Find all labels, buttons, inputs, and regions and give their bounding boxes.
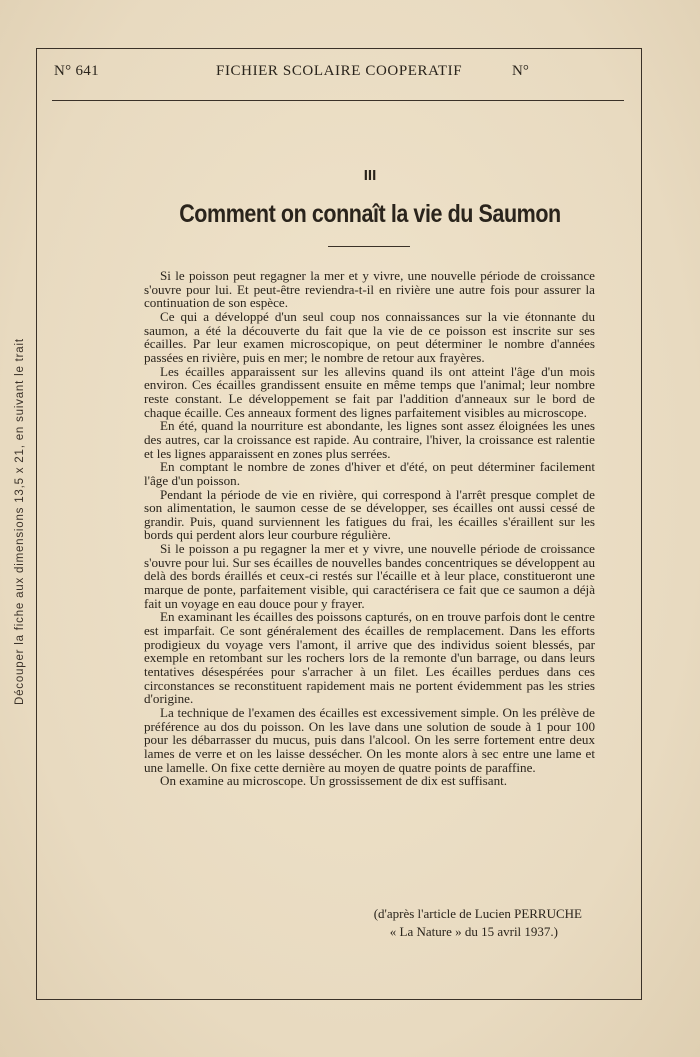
- paragraph: Si le poisson a pu regagner la mer et y vivre, une nouvelle période de croissance s'ouvre pour lui. Sur ses écailles de nouvelles bandes concentriques se développent au delà des bords éraillés et ceux-ci restés sur l'écaille et à leur place, constitueront une marque de ponte, parfaitement visible, qui caractérisera ce fait que ce saumon a déjà fait un voyage en eau douce pour y frayer.: [144, 541, 595, 611]
- paragraph: La technique de l'examen des écailles est excessivement simple. On les prélève de préférence au dos du poisson. On les lave dans une solution de soude à 1 pour 100 pour les débarrasser du mucus, puis dans l'alcool. On les serre fortement entre deux lames de verre et on les laisse dessécher. On les monte alors à sec entre une lame et une lamelle. On fixe cette dernière au moyen de quatre points de paraffine.: [144, 705, 595, 775]
- citation-source: « La Nature » du 15 avril 1937.): [389, 924, 558, 939]
- paragraph: En été, quand la nourriture est abondante, les lignes sont assez éloignées les unes des autres, car la croissance est rapide. Au contraire, l'hiver, la croissance est ralentie et les lignes apparaissent en zones plus serrées.: [144, 418, 595, 461]
- paragraph: Si le poisson peut regagner la mer et y vivre, une nouvelle période de croissance s'ouvre pour lui. Et peut-être reviendra-t-il en rivière une autre fois pour assurer la continuation de son espèce.: [144, 268, 595, 311]
- article-body: [144, 269, 595, 788]
- citation: [312, 905, 582, 941]
- card-number: N° 641: [54, 63, 99, 79]
- page-title: Comment on connaît la vie du Saumon: [179, 200, 561, 228]
- paragraph: En comptant le nombre de zones d'hiver et d'été, on peut déterminer facilement l'âge d'un poisson.: [144, 459, 595, 488]
- cut-instruction: Découper la fiche aux dimensions 13,5 x 21, en suivant le trait: [14, 338, 26, 705]
- header-no-label: N°: [512, 63, 529, 79]
- section-number: III: [363, 167, 377, 184]
- paragraph: En examinant les écailles des poissons capturés, on en trouve parfois dont le centre est imparfait. Ce sont généralement des écailles de remplacement. Dans les efforts prodigieux du voyage vers l'amont, il arrive que des individus soient blessés, par exemple en retombant sur les rochers lors de la remonte d'un barrage, ou dans leurs tentatives désespérées pour s'arracher à un filet. Les écailles perdues dans ces circonstances se reconstituent rapidement mais ne portent évidemment pas les stries d'origine.: [144, 609, 595, 707]
- header-title: FICHIER SCOLAIRE COOPERATIF: [216, 63, 463, 79]
- paragraph: On examine au microscope. Un grossissement de dix est suffisant.: [160, 773, 508, 789]
- title-divider: [328, 246, 410, 247]
- citation-author: (d'après l'article de Lucien PERRUCHE: [373, 906, 582, 921]
- paragraph: Les écailles apparaissent sur les allevins quand ils ont atteint l'âge d'un mois environ. Ces écailles grandissent ensuite en même temps que l'animal; leur nombre reste constant. Le développement se fait par l'addition d'anneaux sur le bord de chaque écaille. Ces anneaux forment des lignes parfaitement visibles au microscope.: [144, 363, 595, 420]
- header-divider: [52, 100, 624, 101]
- paragraph: Pendant la période de vie en rivière, qui correspond à l'arrêt presque complet de son alimentation, le saumon cesse de se développer, ses écailles ont aussi cessé de grandir. Puis, quand surviennent les fatigues du frai, les écailles s'éraillent sur les bords qui perdent alors leur courbure régulière.: [144, 486, 595, 543]
- paragraph: Ce qui a développé d'un seul coup nos connaissances sur la vie étonnante du saumon, a été la découverte du fait que la vie de ce poisson est inscrite sur ses écailles. Par leur examen microscopique, on peut déterminer le nombre d'années passées en rivière, puis en mer; le nombre de retour aux frayères.: [144, 308, 595, 365]
